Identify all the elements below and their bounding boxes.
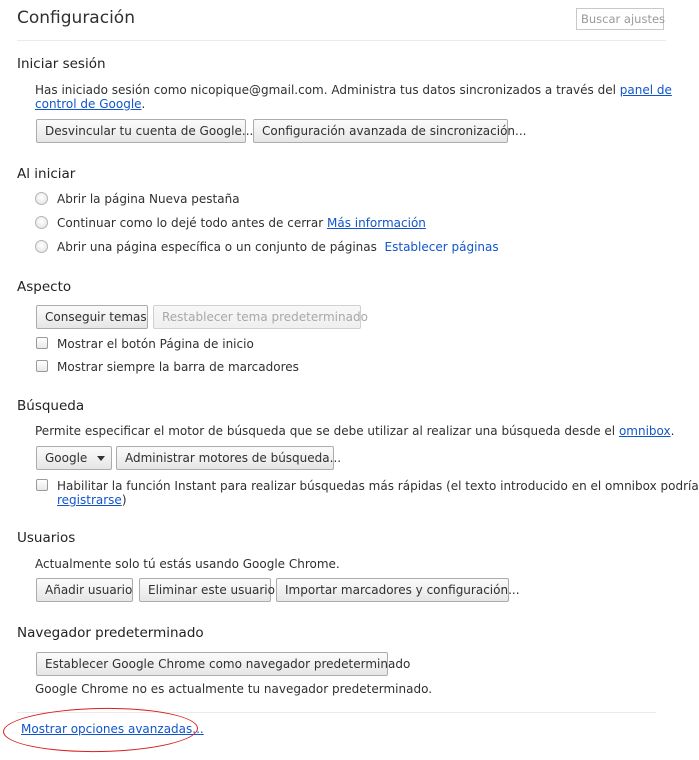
instant-end: ) <box>121 493 127 507</box>
home-button-checkbox[interactable] <box>36 337 48 349</box>
import-bookmarks-button[interactable]: Importar marcadores y configuración... <box>276 578 509 602</box>
search-engine-value: Google <box>45 451 88 465</box>
signin-description-line2 <box>35 97 145 111</box>
more-info-link[interactable]: Más información <box>326 216 426 230</box>
search-desc-end: . <box>670 424 675 438</box>
option-specific-label: Abrir una página específica o un conjunto de páginas <box>57 240 377 254</box>
default-browser-heading: Navegador predeterminado <box>17 625 204 641</box>
home-button-label: Mostrar el botón Página de inicio <box>57 337 254 351</box>
manage-search-engines-button[interactable]: Administrar motores de búsqueda... <box>116 446 334 470</box>
appearance-heading: Aspecto <box>17 279 72 295</box>
record-link[interactable]: registrarse <box>57 493 122 507</box>
users-heading: Usuarios <box>17 530 76 546</box>
bookmarks-bar-checkbox[interactable] <box>36 360 48 372</box>
dashboard-link-part1[interactable]: panel de <box>619 83 672 97</box>
option-specific-row <box>57 240 499 254</box>
option-continue-row <box>57 216 426 230</box>
startup-heading: Al iniciar <box>17 166 76 182</box>
chevron-down-icon <box>97 456 105 461</box>
option-continue-label: Continuar como lo dejé todo antes de cerrar <box>57 216 324 230</box>
option-new-tab-label: Abrir la página Nueva pestaña <box>57 192 240 206</box>
get-themes-button[interactable]: Conseguir temas <box>36 305 148 329</box>
search-desc-text: Permite especificar el motor de búsqueda que se debe utilizar al realizar una búsqueda desde el <box>35 424 616 438</box>
instant-label-line2 <box>57 493 127 507</box>
default-browser-status: Google Chrome no es actualmente tu navegador predeterminado. <box>35 682 433 696</box>
radio-new-tab[interactable] <box>35 192 48 205</box>
set-default-browser-button[interactable]: Establecer Google Chrome como navegador predeterminado <box>36 652 388 676</box>
signin-desc-text: Has iniciado sesión como nicopique@gmail.com. Administra tus datos sincronizados a través del <box>35 83 616 97</box>
search-engine-select[interactable] <box>36 446 112 470</box>
reset-theme-button[interactable]: Restablecer tema predeterminado <box>153 305 361 329</box>
signin-description <box>35 83 672 97</box>
instant-label-line1: Habilitar la función Instant para realizar búsquedas más rápidas (el texto introducido en el omnibox podría <box>57 479 699 493</box>
search-heading: Búsqueda <box>17 398 85 414</box>
header-divider <box>17 40 666 41</box>
dashboard-link-part2[interactable]: control de Google <box>35 97 142 111</box>
radio-continue[interactable] <box>35 216 48 229</box>
radio-specific-pages[interactable] <box>35 240 48 253</box>
signin-heading: Iniciar sesión <box>17 56 106 72</box>
delete-user-button[interactable]: Eliminar este usuario <box>139 578 271 602</box>
search-settings-input[interactable]: Buscar ajustes <box>576 8 664 30</box>
disconnect-account-button[interactable]: Desvincular tu cuenta de Google... <box>36 119 246 143</box>
omnibox-link[interactable]: omnibox <box>618 424 671 438</box>
set-pages-link[interactable]: Establecer páginas <box>384 240 499 254</box>
users-description: Actualmente solo tú estás usando Google Chrome. <box>35 557 340 571</box>
search-description <box>35 424 674 438</box>
bookmarks-bar-label: Mostrar siempre la barra de marcadores <box>57 360 299 374</box>
add-user-button[interactable]: Añadir usuario <box>36 578 133 602</box>
page-title: Configuración <box>17 8 135 28</box>
signin-desc-end: . <box>141 97 146 111</box>
advanced-sync-button[interactable]: Configuración avanzada de sincronización... <box>253 119 508 143</box>
annotation-circle <box>3 706 199 753</box>
instant-checkbox[interactable] <box>36 479 48 491</box>
show-advanced-options-link[interactable]: Mostrar opciones avanzadas... <box>21 722 204 736</box>
